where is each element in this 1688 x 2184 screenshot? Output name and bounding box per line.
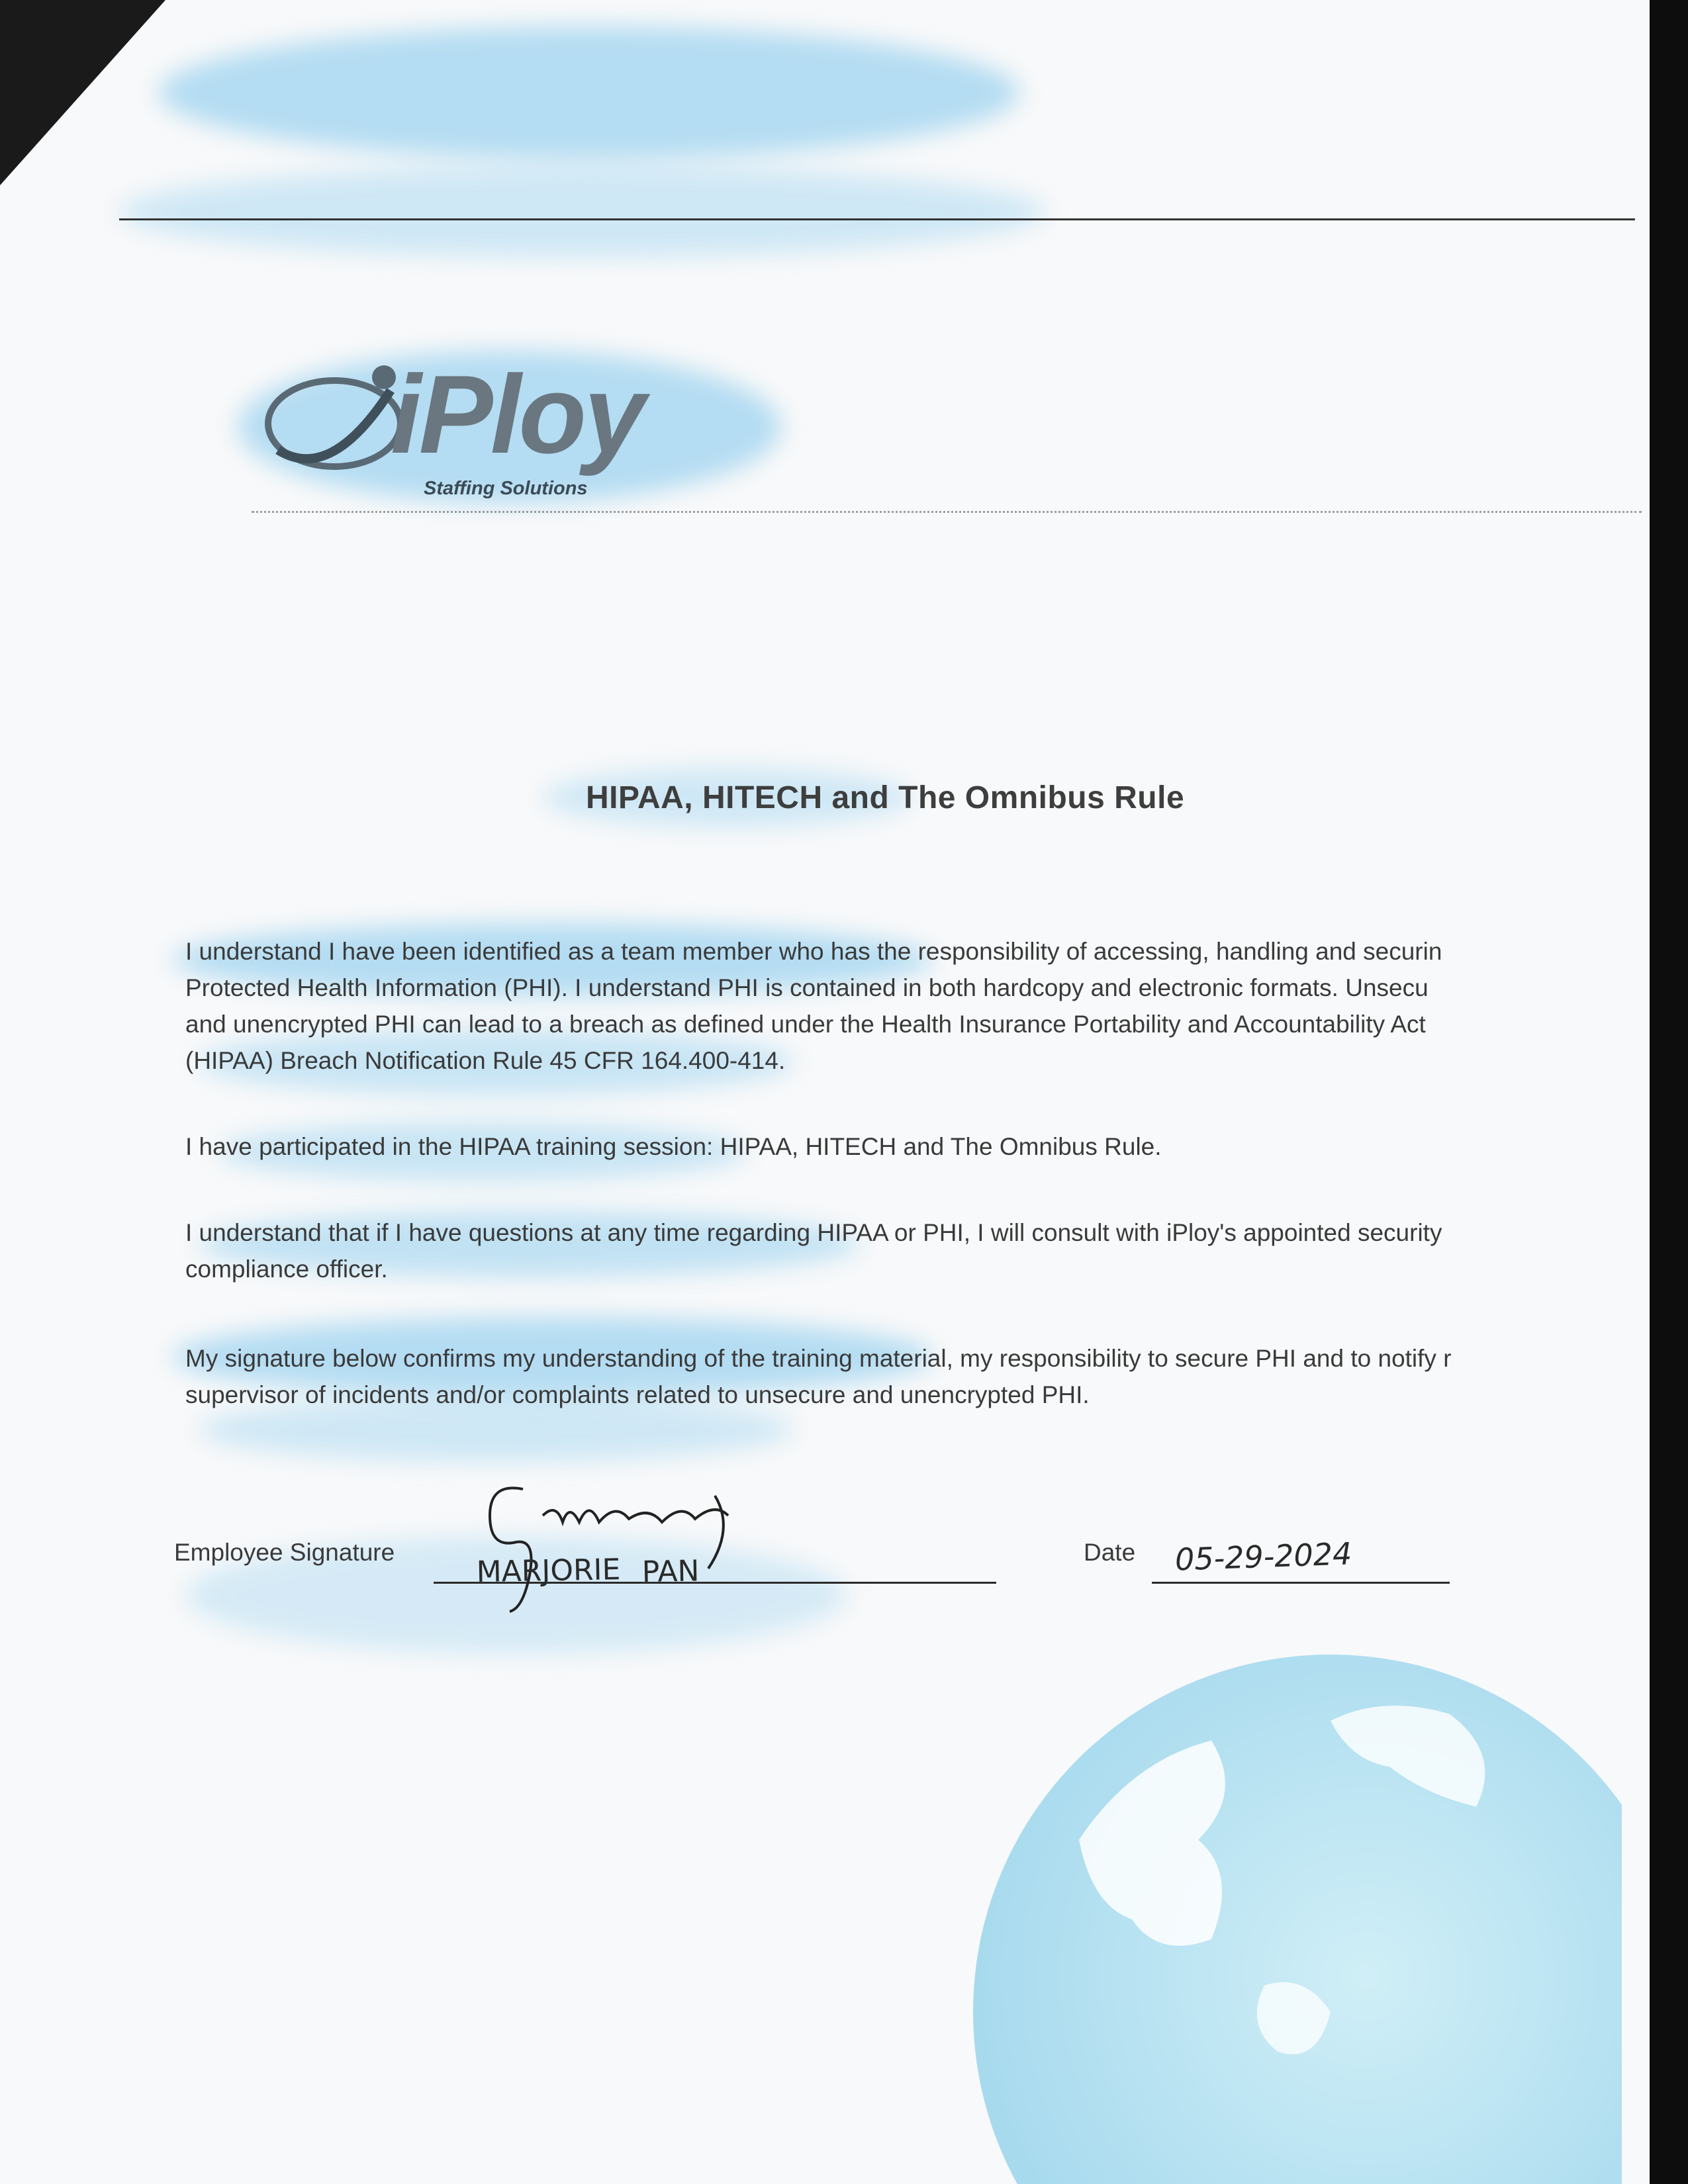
scan-edge-shadow: [1650, 0, 1688, 2184]
text-line: compliance officer.: [185, 1255, 388, 1283]
handwritten-date: 05-29-2024: [1174, 1535, 1353, 1578]
acknowledgement-paragraph-2: [185, 1128, 1642, 1165]
date-label: Date: [1084, 1539, 1136, 1566]
logo-swoosh-icon: [258, 351, 410, 483]
text-line: Protected Health Information (PHI). I understand PHI is contained in both hardcopy and electronic formats. Unsecu: [185, 974, 1429, 1001]
logo-tagline: Staffing Solutions: [424, 478, 588, 499]
scan-corner-shadow: [0, 0, 165, 185]
text-line: I understand I have been identified as a team member who has the responsibility of accessing, handling and securin: [185, 938, 1442, 965]
acknowledgement-paragraph-1: [185, 933, 1642, 1079]
text-line: My signature below confirms my understanding of the training material, my responsibility to secure PHI and to notify r: [185, 1345, 1452, 1372]
acknowledgement-paragraph-3: [185, 1214, 1642, 1287]
svg-text:PAN: PAN: [641, 1554, 700, 1589]
handwritten-signature-image: [463, 1476, 808, 1621]
dotted-divider: [252, 511, 1642, 513]
company-logo: [258, 338, 735, 510]
date-line: [1152, 1582, 1450, 1584]
globe-watermark-icon: [960, 1641, 1622, 2184]
text-line: and unencrypted PHI can lead to a breach as defined under the Health Insurance Portability and Accountability Act: [185, 1011, 1426, 1038]
text-line: I have participated in the HIPAA training session: HIPAA, HITECH and The Omnibus Rule.: [185, 1133, 1162, 1160]
header-rule: [119, 218, 1635, 220]
toner-smudge: [119, 165, 1046, 258]
toner-smudge: [159, 26, 1019, 159]
text-line: (HIPAA) Breach Notification Rule 45 CFR 164.400-414.: [185, 1047, 786, 1074]
document-title: HIPAA, HITECH and The Omnibus Rule: [586, 780, 1185, 815]
employee-signature-label: Employee Signature: [174, 1539, 395, 1566]
svg-text:MARJORIE: MARJORIE: [476, 1553, 621, 1589]
text-line: supervisor of incidents and/or complaints related to unsecure and unencrypted PHI.: [185, 1381, 1090, 1408]
logo-wordmark: iPloy: [391, 352, 643, 477]
acknowledgement-paragraph-4: [185, 1340, 1642, 1413]
text-line: I understand that if I have questions at any time regarding HIPAA or PHI, I will consult with iPloy's appointed security: [185, 1219, 1442, 1246]
